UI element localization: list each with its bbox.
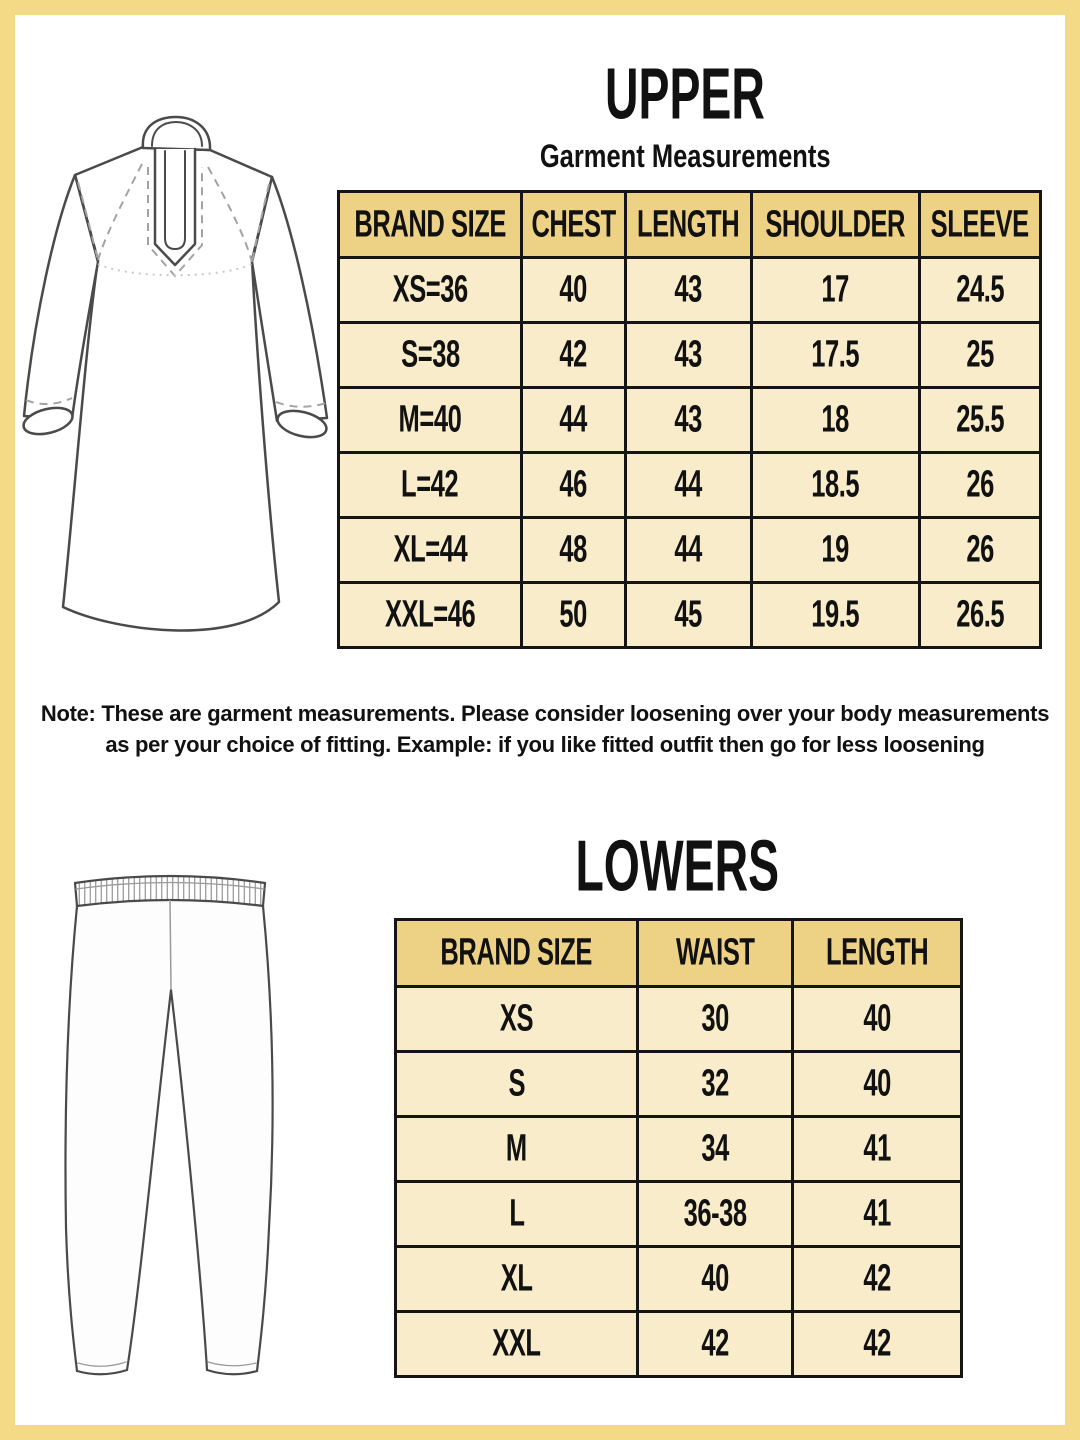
table-cell: 44 (626, 518, 752, 583)
table-row (396, 1117, 962, 1182)
table-cell: 19.5 (752, 583, 920, 648)
column-header: CHEST (522, 192, 626, 258)
table-cell: 48 (522, 518, 626, 583)
column-header: SHOULDER (752, 192, 920, 258)
table-cell: 19 (752, 518, 920, 583)
table-cell: XXL=46 (339, 583, 522, 648)
column-header: BRAND SIZE (339, 192, 522, 258)
upper-title: UPPER (605, 54, 765, 135)
note-line-2: as per your choice of fitting. Example: if you like fitted outfit then go for less loosening (105, 732, 985, 757)
table-cell: 41 (793, 1182, 962, 1247)
table-row (396, 1247, 962, 1312)
table-row (339, 518, 1041, 583)
kurta-illustration (20, 112, 332, 657)
table-cell: 45 (626, 583, 752, 648)
table-cell: S=38 (339, 323, 522, 388)
table-cell: S (396, 1052, 638, 1117)
table-cell: 41 (793, 1117, 962, 1182)
table-cell: 26 (920, 518, 1041, 583)
table-cell: 42 (793, 1247, 962, 1312)
header-row (339, 192, 1041, 258)
table-cell: 40 (638, 1247, 793, 1312)
column-header: BRAND SIZE (396, 920, 638, 987)
table-cell: XXL (396, 1312, 638, 1377)
lowers-size-table (394, 918, 963, 1378)
table-cell: 40 (793, 1052, 962, 1117)
table-cell: 46 (522, 453, 626, 518)
table-row (396, 1182, 962, 1247)
table-cell: XL (396, 1247, 638, 1312)
table-cell: L (396, 1182, 638, 1247)
table-cell: XS (396, 987, 638, 1052)
table-row (339, 258, 1041, 323)
table-cell: 24.5 (920, 258, 1041, 323)
table-cell: XS=36 (339, 258, 522, 323)
pants-illustration (60, 868, 280, 1380)
table-cell: 36-38 (638, 1182, 793, 1247)
column-header: LENGTH (793, 920, 962, 987)
table-cell: 42 (522, 323, 626, 388)
header-row (396, 920, 962, 987)
table-cell: 44 (626, 453, 752, 518)
table-row (396, 987, 962, 1052)
table-cell: 32 (638, 1052, 793, 1117)
measurement-note (40, 698, 1050, 760)
table-cell: 26.5 (920, 583, 1041, 648)
table-cell: 30 (638, 987, 793, 1052)
table-cell: 17 (752, 258, 920, 323)
table-row (396, 1312, 962, 1377)
column-header: LENGTH (626, 192, 752, 258)
table-cell: 26 (920, 453, 1041, 518)
lowers-title: LOWERS (575, 826, 780, 907)
table-row (339, 388, 1041, 453)
table-cell: 18.5 (752, 453, 920, 518)
table-cell: M=40 (339, 388, 522, 453)
column-header: SLEEVE (920, 192, 1041, 258)
upper-subtitle: Garment Measurements (539, 139, 831, 175)
table-cell: 40 (793, 987, 962, 1052)
table-cell: 43 (626, 388, 752, 453)
table-row (396, 1052, 962, 1117)
table-cell: 44 (522, 388, 626, 453)
table-row (339, 453, 1041, 518)
table-cell: XL=44 (339, 518, 522, 583)
table-cell: 50 (522, 583, 626, 648)
table-cell: 25 (920, 323, 1041, 388)
column-header: WAIST (638, 920, 793, 987)
table-cell: 34 (638, 1117, 793, 1182)
table-cell: L=42 (339, 453, 522, 518)
table-cell: 17.5 (752, 323, 920, 388)
table-cell: 18 (752, 388, 920, 453)
table-cell: 43 (626, 258, 752, 323)
upper-size-table (337, 190, 1042, 649)
note-line-1: Note: These are garment measurements. Please consider loosening over your body measurements (40, 701, 1050, 726)
table-cell: 43 (626, 323, 752, 388)
table-cell: 40 (522, 258, 626, 323)
table-cell: 25.5 (920, 388, 1041, 453)
table-cell: 42 (793, 1312, 962, 1377)
table-row (339, 583, 1041, 648)
table-cell: 42 (638, 1312, 793, 1377)
table-cell: M (396, 1117, 638, 1182)
table-row (339, 323, 1041, 388)
